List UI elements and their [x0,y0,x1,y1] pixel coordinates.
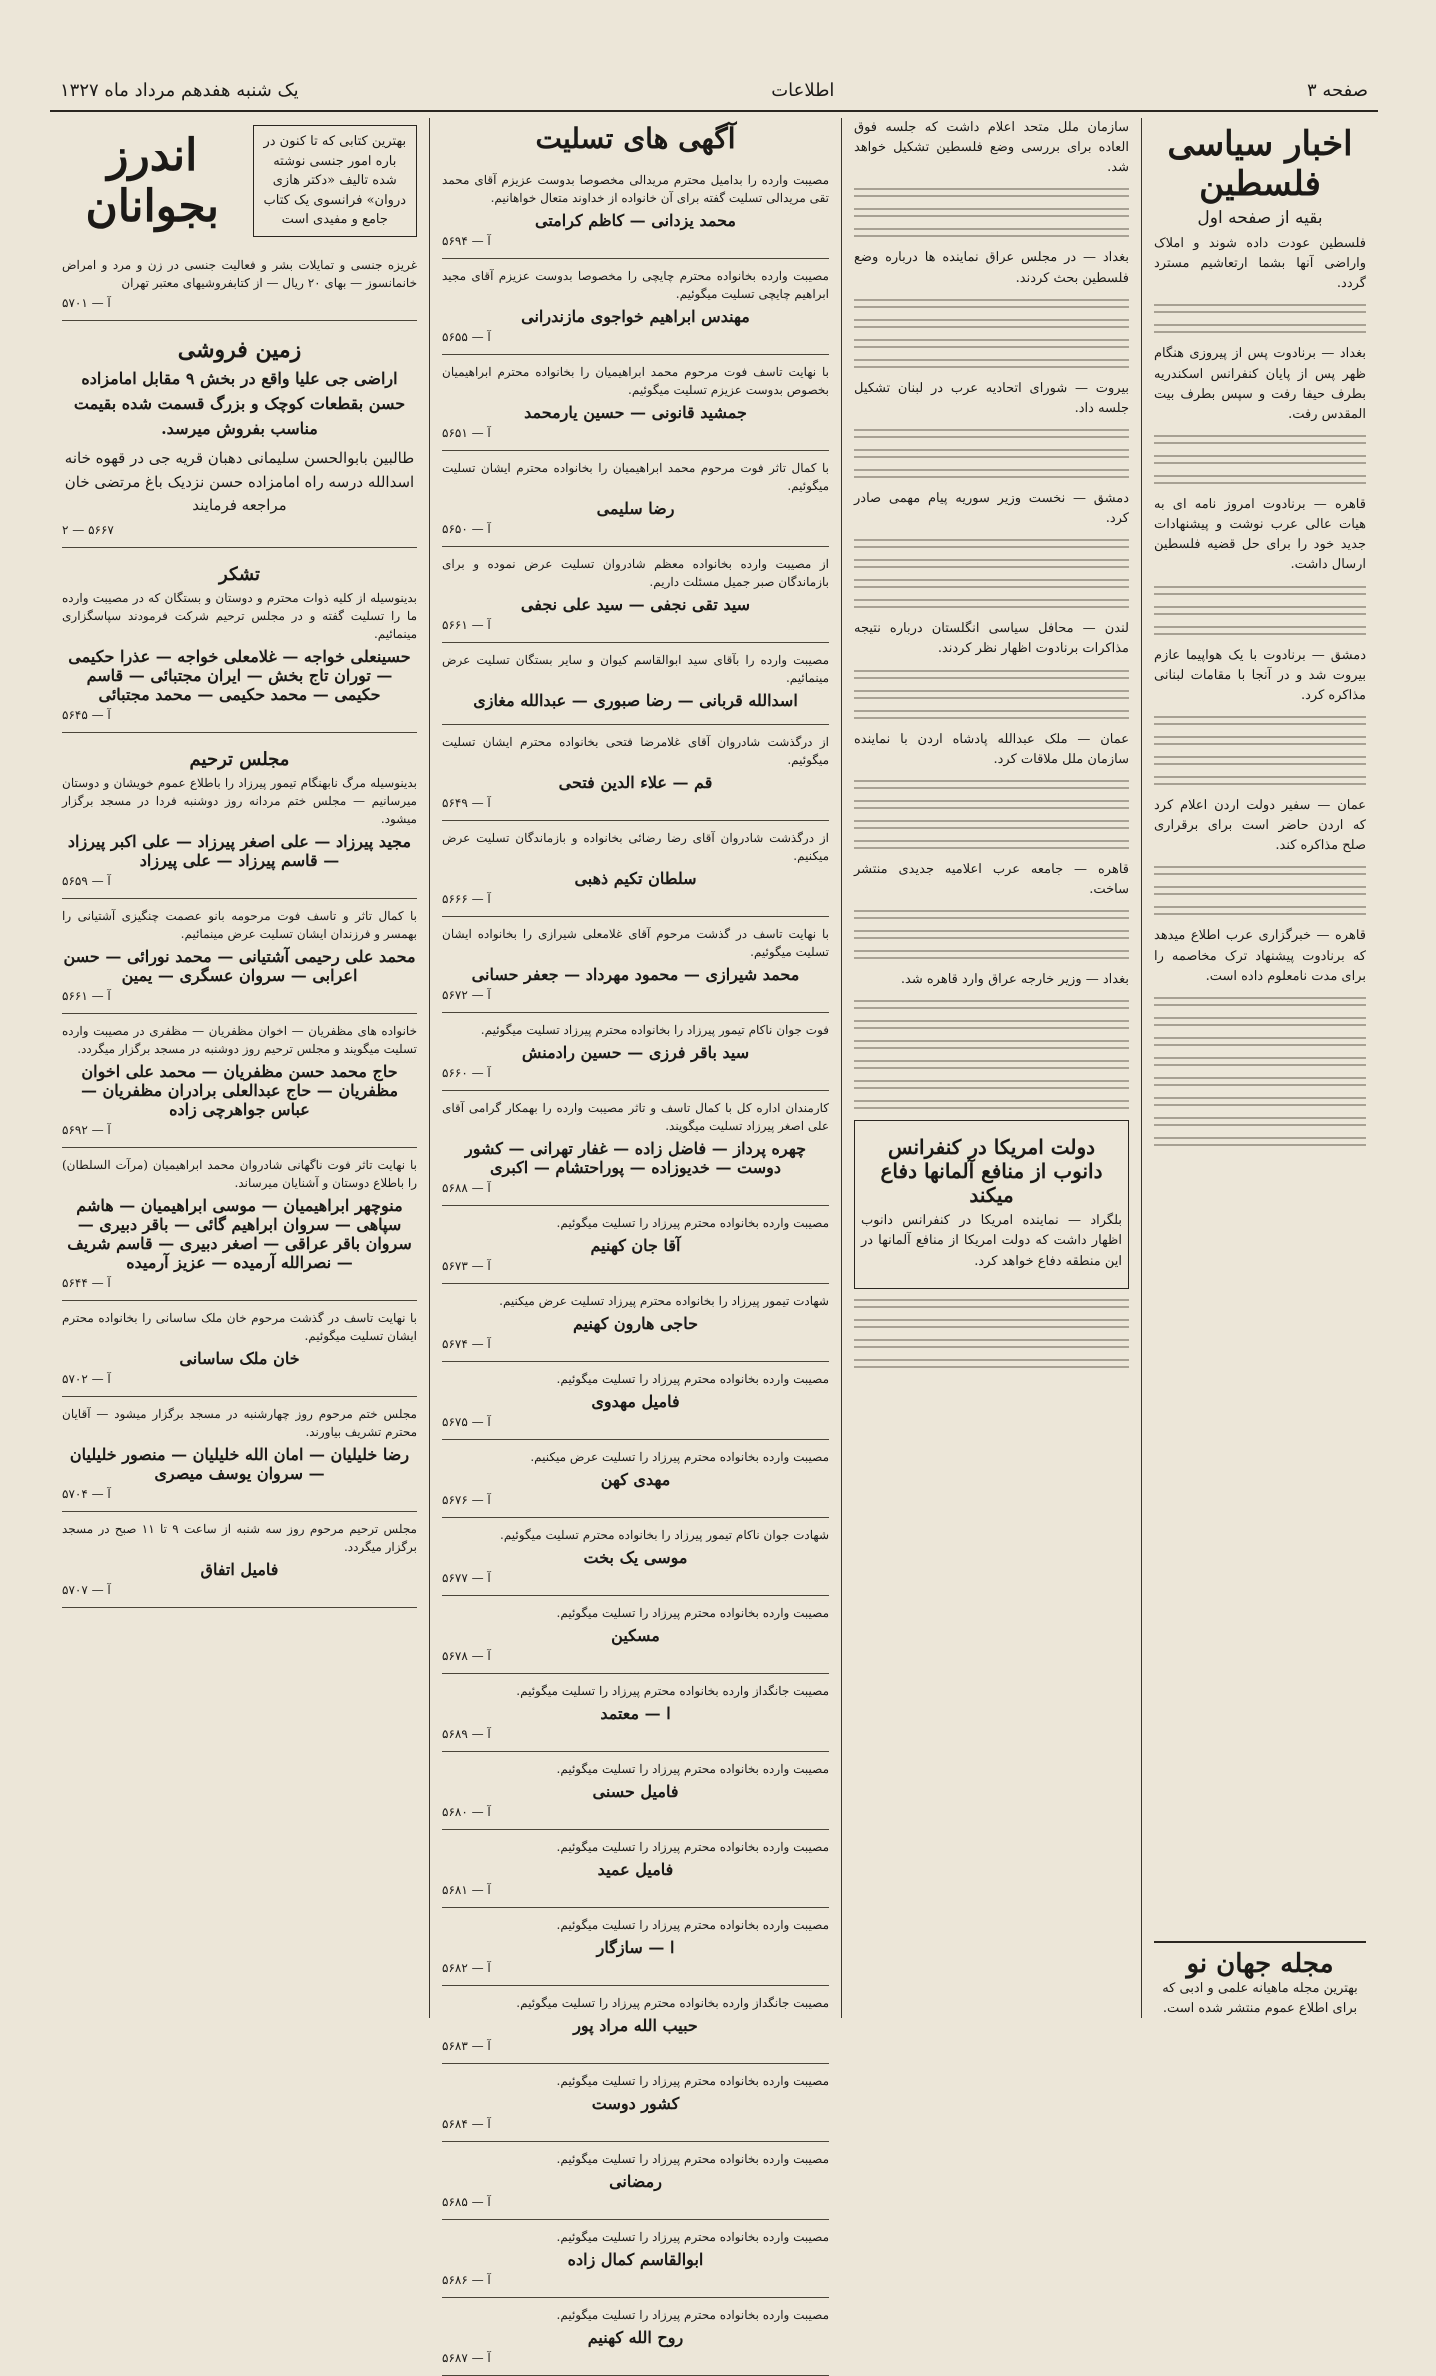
notice-signatories: حبیب الله مراد پور [573,2016,698,2035]
text-lines [854,208,1129,222]
danube-conference-box [854,1120,1129,1288]
text-lines [854,1080,1129,1094]
text-lines [1154,736,1366,750]
notice-signatories: محمد یزدانی — کاظم کرامتی [535,211,736,230]
notice-code: آ — ۵۶۸۸ [442,1181,491,1195]
notice-body: مصیبت وارده بخانواده محترم چایچی را مخصوصا بدوست عزیزم آقای مجید ابراهیم چایچی تسلیت میگوئیم. [442,269,829,301]
text-lines [1154,866,1366,880]
notice-signatories: آقا جان کهنیم [590,1236,681,1255]
text-lines [854,710,1129,724]
news-paragraph: بغداد — وزیر خارجه عراق وارد قاهره شد. [900,972,1129,988]
notice-code: آ — ۵۶۸۰ [442,1805,491,1819]
notice-code: آ — ۵۶۸۱ [442,1883,491,1897]
notice-body: مصیبت وارده بخانواده محترم پیرزاد را تسلیت میگوئیم. [556,2152,829,2166]
land-sale-ad [62,321,417,548]
text-lines [854,599,1129,613]
notice-code: آ — ۵۷۰۴ [62,1487,111,1502]
masthead [50,70,1378,112]
thanks-text: بدینوسیله از کلیه ذوات محترم و دوستان و بستگان که در مصیبت وارده ما را تسلیت گفته و در مجلس ترحیم شرکت فرمودند سپاسگزاری مینمائیم. [62,591,417,642]
columns [50,118,1378,2365]
text-lines [854,1000,1129,1014]
notice-body: مصیبت وارده بخانواده محترم پیرزاد را تسلیت میگوئیم. [556,1372,829,1386]
magazine-title: مجله جهان نو [1186,1949,1334,1979]
memorial-names: مجید پیرزاد — علی اصغر پیرزاد — علی اکبر پیرزاد — قاسم پیرزاد — علی پیرزاد [67,832,412,871]
text-lines [1154,1037,1366,1051]
condolence-notice [442,1206,829,1284]
text-lines [1154,776,1366,790]
condolence-notice [442,643,829,725]
text-lines [854,1319,1129,1333]
news-paragraph: عمان — ملک عبدالله پادشاه اردن با نماینده سازمان ملل ملاقات کرد. [854,731,1129,767]
notice-signatories: سلطان تکیم ذهبی [574,869,697,888]
condolence-notice [442,917,829,1013]
text-lines [1154,304,1366,318]
notice-code: آ — ۵۶۷۶ [442,1493,491,1507]
condolence-notice [442,725,829,821]
text-lines [1154,906,1366,920]
notice-signatories: حاج محمد حسن مظفریان — محمد علی اخوان مظفریان — حاج عبدالعلی برادران مظفریان — عباس جواهرچی زاده [80,1062,399,1120]
book-ad-text: غریزه جنسی و تمایلات بشر و فعالیت جنسی در زن و مرد و امراض خانمانسوز — بهای ۲۰ ریال — از کتابفروشیهای معتبر تهران [62,258,417,290]
book-ad-description: بهترین کتابی که تا کنون در باره امور جنسی نوشته شده تالیف «دکتر هازی دروان» فرانسوی یک کتاب جامع و مفیدی است [263,134,407,228]
condolence-notice [62,1014,417,1148]
notice-signatories: محمد شیرازی — محمود مهرداد — جعفر حسانی [471,965,800,984]
notice-code: آ — ۵۶۷۴ [442,1337,491,1351]
notice-body: خانواده های مظفریان — اخوان مظفریان — مظفری در مصیبت وارده تسلیت میگویند و مجلس ترحیم روز دوشنبه در مسجد برگزار میگردد. [62,1024,417,1057]
notice-code: آ — ۵۶۵۰ [442,522,491,536]
notice-body: مصیبت وارده بخانواده محترم پیرزاد را تسلیت عرض میکنیم. [530,1450,829,1464]
text-lines [1154,435,1366,449]
condolences-heading: آگهی های تسلیت [535,122,736,155]
text-lines [854,188,1129,202]
notice-body: مجلس ختم مرحوم روز چهارشنبه در مسجد برگزار میشود — آقایان محترم تشریف بیاورند. [62,1407,417,1440]
notice-code: آ — ۵۶۷۷ [442,1571,491,1585]
thanks-ad [62,548,417,733]
notice-body: با کمال تاثر فوت مرحوم محمد ابراهیمیان را بخانواده محترم ایشان تسلیت میگوئیم. [442,461,829,493]
notice-code: آ — ۵۶۸۵ [442,2195,491,2209]
notice-body: با نهایت تاثر فوت ناگهانی شادروان محمد ابراهیمیان (مرآت السلطان) را باطلاع دوستان و آشنایان میرساند. [62,1158,418,1191]
condolence-notice [442,1908,829,1986]
notice-body: مصیبت جانگداز وارده بخانواده محترم پیرزاد را تسلیت میگوئیم. [516,1684,829,1698]
text-lines [854,840,1129,854]
condolence-notice [442,259,829,355]
notice-signatories: خان ملک ساسانی [179,1349,300,1369]
headline-palestine: اخبار سیاسی فلسطین [1167,124,1353,204]
book-ad-title: اندرز بجوانان [85,130,220,232]
notice-body: مصیبت وارده بخانواده محترم پیرزاد را تسلیت میگوئیم. [556,2230,829,2244]
notice-code: آ — ۵۷۰۲ [62,1372,111,1387]
text-lines [1154,324,1366,338]
land-sale-title: زمین فروشی [177,337,302,363]
notice-signatories: چهره پرداز — فاضل زاده — غفار تهرانی — کشور دوست — خدیوزاده — پوراحتشام — اکبری [465,1139,806,1177]
notice-body: مصیبت وارده بخانواده محترم پیرزاد را تسلیت میگوئیم. [556,2074,829,2088]
notice-code: آ — ۵۶۸۴ [442,2117,491,2131]
notice-code: آ — ۵۶۶۰ [442,1066,491,1080]
condolence-notice [62,1397,417,1512]
book-ad-brand-wrap [62,118,243,248]
notice-body: مصیبت وارده بخانواده محترم پیرزاد را تسلیت میگوئیم. [556,2308,829,2322]
text-lines [854,1299,1129,1313]
notice-code: آ — ۵۶۵۵ [442,330,491,344]
text-lines [1154,455,1366,469]
text-lines [854,910,1129,924]
thanks-names: حسینعلی خواجه — غلامعلی خواجه — عذرا حکیمی — توران تاج بخش — ایران مجتبائی — قاسم حکیمی — محمد حکیمی — محمد مجتبائی [68,647,411,705]
notice-body: با نهایت تاسف در گذشت مرحوم آقای غلامعلی شیرازی را بخانواده ایشان تسلیت میگوئیم. [442,927,829,959]
notice-signatories: سید تقی نجفی — سید علی نجفی [520,595,751,614]
notice-signatories: مسکین [611,1626,660,1645]
notice-signatories: رضا سلیمی [596,499,675,518]
notice-code: آ — ۵۶۷۲ [442,988,491,1002]
notice-signatories: محمد علی رحیمی آشتیانی — محمد نورائی — حسن اعرابی — سروان عسگری — یمین [63,947,416,986]
notice-signatories: اسدالله قربانی — رضا صبوری — عبدالله مغازی [473,691,798,710]
text-lines [1154,1017,1366,1031]
condolence-notice [62,899,417,1014]
magazine-ad [1154,1941,1366,2018]
box-text: بلگراد — نماینده امریکا در کنفرانس دانوب اظهار داشت که دولت امریکا از منافع آلمانها در این منطقه دفاع خواهد کرد. [861,1213,1122,1269]
notice-code: آ — ۵۶۸۳ [442,2039,491,2053]
text-lines [854,1359,1129,1373]
column-ads [50,118,430,2018]
notice-body: مصیبت جانگداز وارده بخانواده محترم پیرزاد را تسلیت میگوئیم. [516,1996,829,2010]
condolence-notice [442,2220,829,2298]
land-sale-text: اراضی جی علیا واقع در بخش ۹ مقابل امامزاده حسن بقطعات کوچک و بزرگ قسمت شده بقیمت مناسب بفروش میرسد. [73,369,406,438]
condolence-notice [442,1440,829,1518]
text-lines [854,1040,1129,1054]
notice-signatories: مهندس ابراهیم خواجوی مازندرانی [521,307,750,326]
text-lines [854,299,1129,313]
notice-code: آ — ۵۶۹۴ [442,234,491,248]
text-lines [854,319,1129,333]
box-headline: دولت امریکا در کنفرانس دانوب از منافع آلمانها دفاع میکند [880,1135,1103,1208]
thanks-title: تشکر [219,564,260,586]
text-lines [1154,1077,1366,1091]
notice-signatories: جمشید قانونی — حسین یارمحمد [524,403,747,422]
notice-code: آ — ۵۶۸۹ [442,1727,491,1741]
notice-signatories: روح الله کهنیم [587,2328,684,2347]
notice-body: با نهایت تاسف فوت مرحوم محمد ابراهیمیان را بخانواده محترم ابراهیمیان بخصوص بدوست عزیزم تسلیت میگوئیم. [442,365,829,397]
text-lines [854,429,1129,443]
text-lines [854,820,1129,834]
text-lines [854,359,1129,373]
notice-code: آ — ۵۶۶۱ [62,989,111,1004]
news-paragraph: بیروت — شورای اتحادیه عرب در لبنان تشکیل جلسه داد. [854,380,1129,416]
notice-signatories: رمضانی [609,2172,662,2191]
condolence-notice [442,1091,829,1206]
text-lines [1154,1097,1366,1111]
news-paragraph: بغداد — در مجلس عراق نماینده ها درباره وضع فلسطین بحث کردند. [854,250,1129,286]
land-sale-code: ۵۶۶۷ — ۲ [62,523,114,538]
text-lines [1154,1137,1366,1151]
condolence-notice [442,1518,829,1596]
notice-code: آ — ۵۷۰۷ [62,1583,111,1598]
text-lines [1154,756,1366,770]
book-ad-body [62,248,417,321]
text-lines [854,950,1129,964]
text-lines [854,690,1129,704]
condolence-notice [442,163,829,259]
condolence-notice [62,1301,417,1397]
notice-body: از درگذشت شادروان آقای رضا رضائی بخانواده و بازماندگان تسلیت عرض میکنیم. [442,831,829,863]
notice-body: فوت جوان ناکام تیمور پیرزاد را بخانواده محترم پیرزاد تسلیت میگوئیم. [480,1023,829,1037]
text-lines [854,539,1129,553]
notice-signatories: فامیل حسنی [592,1782,679,1801]
notice-code: آ — ۵۶۸۶ [442,2273,491,2287]
notice-signatories: فامیل اتفاق [200,1560,279,1580]
condolence-notice [442,1013,829,1091]
news-paragraph: دمشق — نخست وزیر سوریه پیام مهمی صادر کرد. [854,490,1129,527]
notice-code: آ — ۵۶۸۷ [442,2351,491,2365]
notice-code: آ — ۵۶۵۱ [442,426,491,440]
notice-code: آ — ۵۶۸۲ [442,1961,491,1975]
notice-body: از درگذشت شادروان آقای غلامرضا فتحی بخانواده محترم ایشان تسلیت میگوئیم. [442,735,829,767]
text-lines [854,559,1129,573]
news-paragraph: عمان — سفیر دولت اردن اعلام کرد که اردن حاضر است برای برقراری صلح مذاکره کند. [1154,797,1366,854]
condolence-notice [442,451,829,547]
notice-body: مصیبت وارده بخانواده محترم پیرزاد را تسلیت میگوئیم. [556,1840,829,1854]
news-paragraph: قاهره — خبرگزاری عرب اطلاع میدهد که برنادوت پیشنهاد ترک مخاصمه را برای مدت نامعلوم داده است. [1154,928,1366,984]
notice-signatories: مهدی کهن [600,1470,671,1489]
notice-signatories: ا — سازگار [596,1938,675,1957]
paper-name: اطلاعات [771,79,835,101]
text-lines [1154,475,1366,489]
notice-code: آ — ۵۶۶۶ [442,892,491,906]
text-lines [854,1339,1129,1353]
condolence-notice [442,1596,829,1674]
notice-code: آ — ۵۶۴۹ [442,796,491,810]
notice-code: آ — ۵۶۷۸ [442,1649,491,1663]
news-paragraph: بغداد — برنادوت پس از پیروزی هنگام ظهر پس از پایان کنفرانس اسکندریه بطرف حیفا رفت و سپس بطرف بیت المقدس رفت. [1154,346,1366,422]
notice-body: با نهایت تاسف در گذشت مرحوم خان ملک ساسانی را بخانواده محترم ایشان تسلیت میگوئیم. [62,1311,417,1344]
text-lines [854,339,1129,353]
condolence-notice [442,1674,829,1752]
text-lines [1154,997,1366,1011]
condolence-notice [442,547,829,643]
thanks-code: آ — ۵۶۴۵ [62,708,111,723]
book-ad-code: آ — ۵۷۰۱ [62,296,111,310]
news-paragraph: دمشق — برنادوت با یک هواپیما عازم بیروت شد و در آنجا با مقامات لبنانی مذاکره کرد. [1154,647,1366,703]
text-lines [854,780,1129,794]
news-paragraph: فلسطین عودت داده شوند و املاک واراضی آنها بشما ارتعاشیم مسترد گردد. [1154,236,1366,292]
notice-code: آ — ۵۶۷۵ [442,1415,491,1429]
text-lines [854,449,1129,463]
book-ad [62,118,417,248]
notice-body: کارمندان اداره کل با کمال تاسف و تاثر مصیبت وارده را بهمکار گرامی آقای علی اصغر پیرزاد تسلیت میگویند. [442,1101,829,1133]
condolence-notice [62,1148,417,1301]
column-condolences [430,118,842,2365]
text-lines [1154,1057,1366,1071]
condolence-notice [442,2064,829,2142]
notice-body: مصیبت وارده بخانواده محترم پیرزاد را تسلیت میگوئیم. [556,1918,829,1932]
text-lines [854,1060,1129,1074]
notice-body: مصیبت وارده بخانواده محترم پیرزاد را تسلیت میگوئیم. [556,1606,829,1620]
column-political-news [1142,118,1378,2018]
text-lines [854,1100,1129,1114]
notice-signatories: فامیل مهدوی [591,1392,680,1411]
text-lines [1154,716,1366,730]
memorial-ad [62,733,417,899]
text-lines [854,469,1129,483]
notice-signatories: منوچهر ابراهیمیان — موسی ابراهیمیان — هاشم سپاهی — سروان ابراهیم گائی — باقر دبیری — سروان باقر عراقی — اصغر دبیری — قاسم شریف — نصرالله آرمیده — عزیز آرمیده [67,1196,412,1273]
book-ad-title-wrap [62,124,243,238]
text-lines [854,800,1129,814]
memorial-code: آ — ۵۶۵۹ [62,874,111,889]
notice-code: آ — ۵۶۷۳ [442,1259,491,1273]
notice-signatories: فامیل عمید [597,1860,674,1879]
issue-date: یک شنبه هفدهم مرداد ماه ۱۳۲۷ [60,79,299,101]
notice-signatories: سید باقر فرزی — حسین رادمنش [521,1043,750,1062]
notice-body: شهادت جوان ناکام تیمور پیرزاد را بخانواده محترم تسلیت میگوئیم. [500,1528,829,1542]
notice-code: آ — ۵۶۴۴ [62,1276,111,1291]
condolence-notice [442,1986,829,2064]
news-paragraph: قاهره — جامعه عرب اعلامیه جدیدی منتشر ساخت. [854,861,1129,897]
text-lines [1154,606,1366,620]
magazine-desc: بهترین مجله ماهیانه علمی و ادبی که برای اطلاع عموم منتشر شده است. [1162,1981,1358,2016]
notice-signatories: قم — علاء الدین فتحی [558,773,713,792]
notice-code: آ — ۵۶۶۱ [442,618,491,632]
memorial-title: مجلس ترحیم [189,749,290,771]
condolence-notice [62,1512,417,1608]
notice-body: مصیبت وارده را بآقای سید ابوالقاسم کیوان و سایر بستگان تسلیت عرض مینمائیم. [442,653,829,685]
text-lines [854,930,1129,944]
notice-body: با کمال تاثر و تاسف فوت مرحومه بانو عصمت چنگیزی آشتیانی را بهمسر و فرزندان ایشان تسلیت عرض مینمائیم. [62,909,417,942]
condolence-notice [442,355,829,451]
notice-body: مصیبت وارده را بدامیل محترم مریدالی مخصوصا بدوست عزیزم آقای محمد تقی مریدالی تسلیت گفته برای آن خانواده از خداوند متعال خواهانیم. [442,173,829,205]
notice-body: شهادت تیمور پیرزاد را بخانواده محترم پیرزاد تسلیت عرض میکنیم. [499,1294,829,1308]
text-lines [854,228,1129,242]
news-paragraph: قاهره — برنادوت امروز نامه ای به هیات عالی عرب نوشت و پیشنهادات جدید خود را برای حل قضیه فلسطین ارسال داشت. [1154,496,1366,573]
book-ad-side [253,125,417,237]
column-continued-news [842,118,1142,2018]
notice-signatories: ا — معتمد [600,1704,671,1723]
news-paragraph: سازمان ملل متحد اعلام داشت که جلسه فوق العاده برای بررسی وضع فلسطین تشکیل خواهد شد. [854,120,1129,176]
condolence-notice [442,1752,829,1830]
notice-body: مجلس ترحیم مرحوم روز سه شنبه از ساعت ۹ تا ۱۱ صبح در مسجد برگزار میگردد. [62,1522,417,1555]
page-number: صفحه ۳ [1306,79,1368,101]
notice-signatories: رضا خلیلیان — امان الله خلیلیان — منصور خلیلیان — سروان یوسف میصری [69,1445,410,1484]
land-sale-contact: طالبین بابوالحسن سلیمانی دهبان قریه جی در قهوه خانه اسدالله درسه راه امامزاده حسن نزدیک باغ مرتضی خان مراجعه فرمایند [64,449,415,514]
text-lines [854,670,1129,684]
news-paragraph: لندن — محافل سیاسی انگلستان درباره نتیجه مذاکرات برنادوت اظهار نظر کردند. [854,621,1129,657]
text-lines [1154,1117,1366,1131]
col1-notice-list [62,899,417,1608]
notice-body: مصیبت وارده بخانواده محترم پیرزاد را تسلیت میگوئیم. [556,1216,829,1230]
text-lines [1154,886,1366,900]
condolence-notice [442,1362,829,1440]
notice-code: آ — ۵۶۹۲ [62,1123,111,1138]
condolence-notice [442,821,829,917]
condolence-list [442,163,829,2376]
memorial-text: بدینوسیله مرگ نابهنگام تیمور پیرزاد را باطلاع عموم خویشان و دوستان میرسانیم — مجلس ختم مردانه روز دوشنبه فردا در مسجد برگزار میشود. [62,776,417,827]
notice-body: از مصیبت وارده بخانواده معظم شادروان تسلیت عرض نموده و برای بازماندگان صبر جمیل مسئلت داریم. [442,557,829,589]
notice-body: مصیبت وارده بخانواده محترم پیرزاد را تسلیت میگوئیم. [556,1762,829,1776]
condolence-notice [442,1284,829,1362]
text-lines [1154,586,1366,600]
notice-signatories: موسی یک بخت [583,1548,688,1567]
text-lines [1154,626,1366,640]
condolence-notice [442,2142,829,2220]
notice-signatories: کشور دوست [591,2094,680,2113]
notice-signatories: حاجی هارون کهنیم [573,1314,698,1333]
notice-signatories: ابوالقاسم کمال زاده [567,2250,704,2269]
text-lines [854,1020,1129,1034]
subhead: بقیه از صفحه اول [1197,208,1323,228]
text-lines [854,579,1129,593]
condolence-notice [442,1830,829,1908]
condolence-notice [442,2298,829,2376]
